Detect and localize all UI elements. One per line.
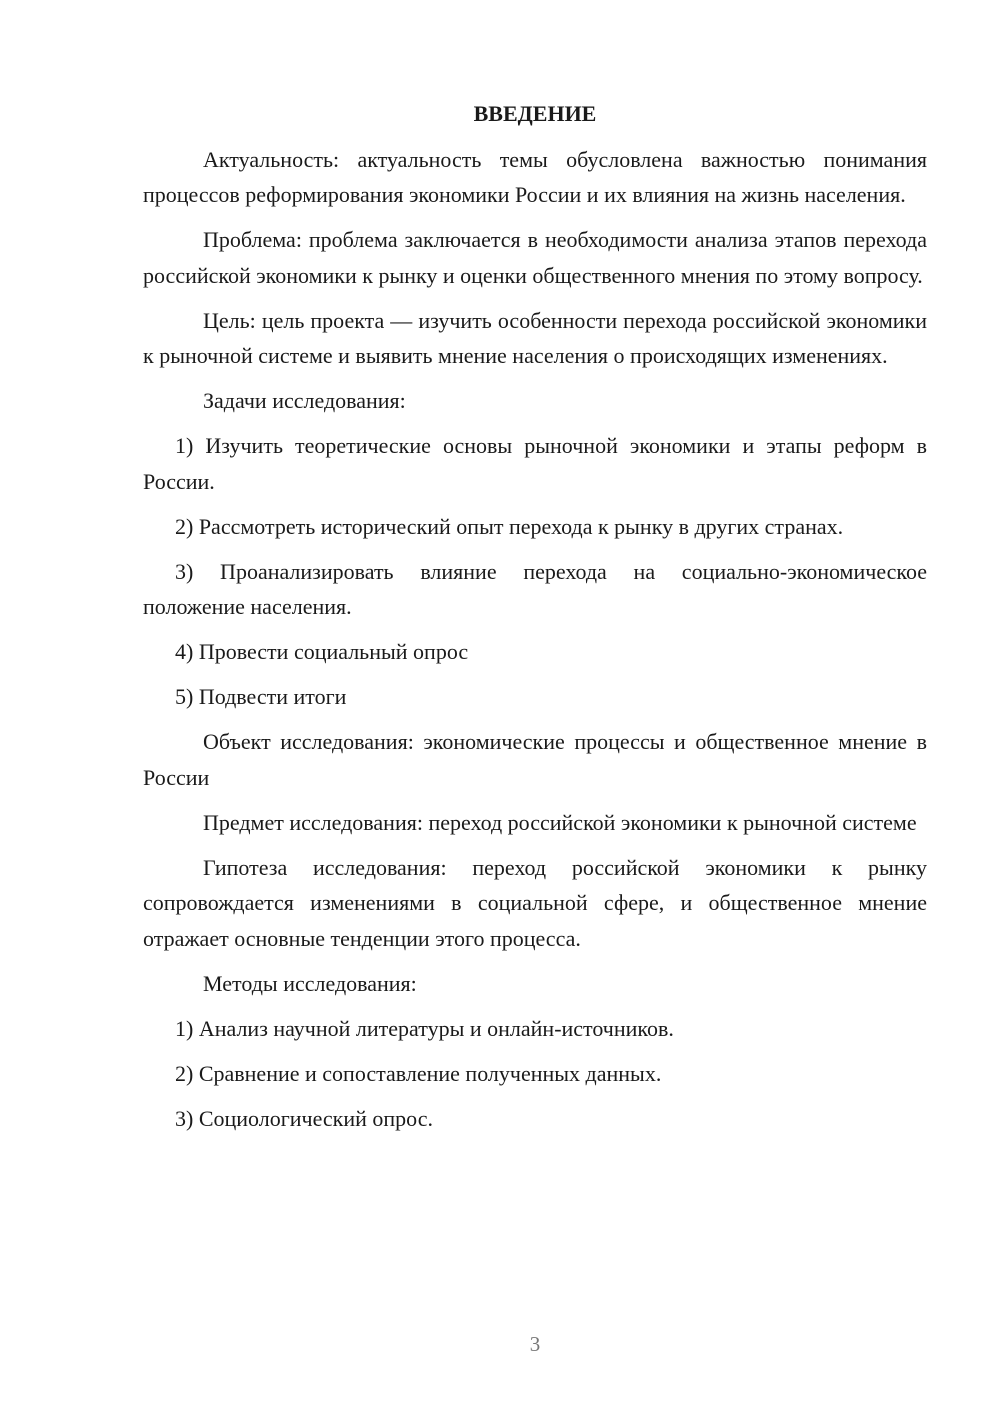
method-item-3: 3) Социологический опрос. — [175, 1105, 433, 1131]
task-item-3: 3) Проанализировать влияние перехода на социально-экономическое положение населения. — [143, 558, 927, 619]
tasks-heading: Задачи исследования: — [203, 388, 406, 413]
goal-paragraph: Цель: цель проекта — изучить особенности перехода российской экономики к рыночной системе и выявить мнение населения о происходящих изменениях. — [143, 307, 927, 368]
problem-paragraph: Проблема: проблема заключается в необходимости анализа этапов перехода российской экономики к рынку и оценки общественного мнения по этому вопросу. — [143, 227, 927, 288]
method-item-2: 2) Сравнение и сопоставление полученных данных. — [175, 1060, 662, 1086]
task-item-4: 4) Провести социальный опрос — [175, 639, 469, 664]
task-item-2: 2) Рассмотреть исторический опыт перехода к рынку в других странах. — [175, 513, 844, 539]
section-title: ВВЕДЕНИЕ — [473, 101, 597, 126]
subject-paragraph: Предмет исследования: переход российской экономики к рыночной системе — [203, 809, 917, 835]
object-paragraph: Объект исследования: экономические процессы и общественное мнение в России — [143, 729, 927, 790]
task-item-5: 5) Подвести итоги — [175, 684, 347, 709]
hypothesis-paragraph: Гипотеза исследования: переход российской экономики к рынку сопровождается изменениями в социальной сфере, и общественное мнение отражает основные тенденции этого процесса. — [143, 854, 927, 951]
method-item-1: 1) Анализ научной литературы и онлайн-источников. — [175, 1015, 674, 1041]
task-item-1: 1) Изучить теоретические основы рыночной экономики и этапы реформ в России. — [143, 433, 927, 494]
document-body — [143, 96, 927, 1146]
page-number: 3 — [529, 1332, 541, 1356]
methods-heading: Методы исследования: — [203, 970, 417, 996]
relevance-paragraph: Актуальность: актуальность темы обусловлена важностью понимания процессов реформирования экономики России и их влияния на жизнь населения. — [143, 146, 927, 207]
